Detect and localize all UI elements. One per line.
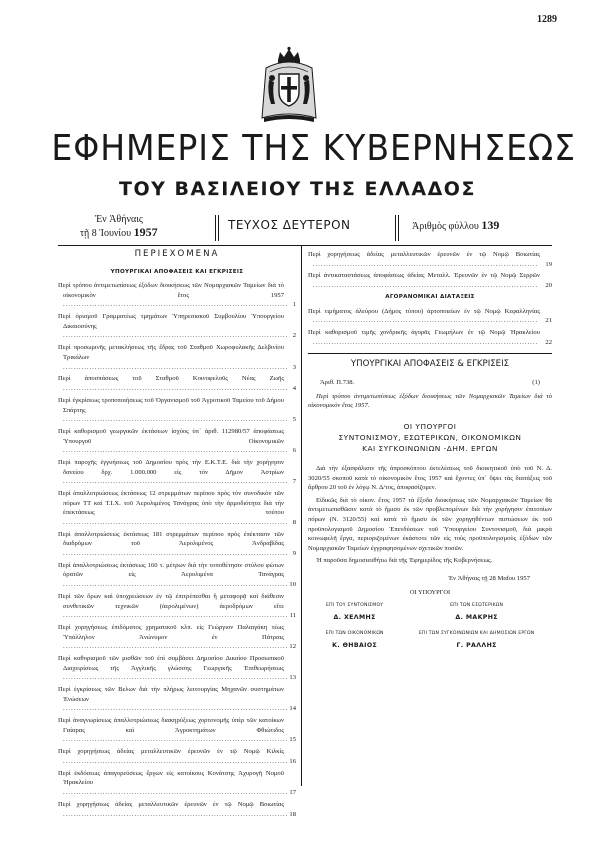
contents-item[interactable]: Περὶ καθορισμοῦ γεωργικῶν ἐκτάσεων ἰσχύος ὑπ᾽ ἀριθ. 112980/57 ἀποφάσεως Ὑπουργοῦ Οἰκονομικῶν ..... 6 bbox=[58, 427, 296, 456]
signer-name: Δ. ΜΑΚΡΗΣ bbox=[455, 613, 498, 621]
signer-role: ΕΠΙ ΤΟΥ ΣΥΝΤΟΝΙΣΜΟΥ bbox=[325, 603, 384, 609]
royal-coat-of-arms-icon bbox=[258, 46, 320, 124]
contents-heading: ΠΕΡΙΕΧΟΜΕΝΑ bbox=[134, 249, 220, 259]
signer-role: ΕΠΙ ΤΩΝ ΣΥΓΚΟΙΝΩΝΙΩΝ ΚΑΙ ΔΗΜΟΣΙΩΝ ΕΡΓΩΝ bbox=[418, 631, 535, 637]
issue-sheet bbox=[412, 218, 499, 233]
issue-series: ΤΕΥΧΟΣ ΔΕΥΤΕΡΟΝ bbox=[228, 218, 351, 232]
masthead-subtitle: ΤΟΥ ΒΑΣΙΛΕΙΟΥ ΤΗΣ ΕΛΛΑΔΟΣ bbox=[119, 178, 476, 200]
contents-item[interactable]: Περὶ ἀποσπάσεως τοῦ Σταθμοῦ Κοινοφελοῦς Νέας Ζωῆς ..... 4 bbox=[58, 374, 296, 393]
contents-item[interactable]: Περὶ χορηγήσεως ἀδείας μεταλλευτικῶν ἐρευνῶν ἐν τῷ Νομῷ Κιλκίς ..... 16 bbox=[58, 747, 296, 766]
page-number: 1289 bbox=[537, 14, 557, 25]
contents-section-agrarian: ΑΓΟΡΑΝΟΜΙΚΑΙ ΔΙΑΤΑΞΕΙΣ bbox=[385, 293, 475, 300]
signers-title: ΟΙ ΥΠΟΥΡΓΟΙ bbox=[409, 588, 451, 596]
header-rule bbox=[58, 245, 552, 246]
contents-item[interactable]: Περὶ καθορισμοῦ τιμῆς χονδρικῆς ἀγορᾶς Γεωμήλων ἐν τῷ Νομῷ Ἡρακλείου ..... 22 bbox=[308, 328, 552, 347]
contents-column bbox=[58, 250, 296, 821]
decision-title: Περὶ τρόπου ἀντιμετωπίσεως ἐξόδων διοικήσεως τῶν Νομαρχιακῶν Ταμείων διὰ τὸ οἰκονομικὸν ἔτος 1957. bbox=[308, 392, 552, 410]
contents-list bbox=[58, 281, 296, 819]
signer bbox=[419, 629, 535, 650]
contents-item[interactable]: Περὶ τῶν ὅρων καὶ ὑποχρεώσεων ἐν τῷ ἐπιτρέπεσθαι ἢ μεταφορᾷ καὶ διάθεσιν συνθετικῶν τεχνικῶν (ἀερολιμένων) ἀεροδρόμων εἴτε ..... 11 bbox=[58, 592, 296, 621]
signers-block bbox=[308, 601, 552, 657]
contents-item[interactable]: Περὶ ἀπαλλοτριώσεως ἐκτάσεως 160 τ. μέτρων διὰ τὴν τοποθέτησιν στύλου φώτων ὀρατῶν εἰς Ἀερολιμένα Τανάγρας ..... 10 bbox=[58, 561, 296, 590]
contents-item[interactable]: Περὶ χορηγήσεως ἐπιδόματος χρηματικοῦ κλπ. εἰς Γεώργιον Παλαιγάκη τέως Ὑπάλληλον Ἀνώνυμον ἐν Πάτραις ..... 12 bbox=[58, 623, 296, 652]
issue-date bbox=[80, 226, 158, 240]
contents-item[interactable]: Περὶ ἐκδόσεως ἀπαγορεύσεως ἔργων εἰς κατοίκους Κονάτσης Ἀχυρογῆ Νομοῦ Ἡρακλείου ..... 17 bbox=[58, 769, 296, 798]
signer bbox=[419, 601, 535, 622]
contents-item[interactable]: Περὶ ἐγκρίσεως τῶν Βελων διὰ τὴν πλήρως λειτουργίας Μηχανῶν συστημάτων Ἐνώσεων ..... 14 bbox=[58, 685, 296, 714]
decision-header-line: ΣΥΝΤΟΝΙΣΜΟΥ, ΕΣΩΤΕΡΙΚΩΝ, ΟΙΚΟΝΟΜΙΚΩΝ bbox=[338, 433, 522, 443]
issue-info-bar bbox=[60, 213, 550, 243]
contents-item[interactable]: Περὶ ὁρισμοῦ Γραμματέως τμημάτων Ὑπηρεσιακοῦ Συμβουλίου Ὑπουργείου Δικαιοσύνης ..... 2 bbox=[58, 312, 296, 341]
signers-right bbox=[419, 601, 535, 657]
divider bbox=[215, 215, 219, 241]
signer-name: Δ. ΧΕΛΜΗΣ bbox=[333, 613, 376, 621]
contents-item[interactable]: Περὶ καθορισμοῦ τῶν μισθῶν τοῦ ἐπὶ συμβάσει Δημοσίου Δικαίου Προσωπικοῦ Διαχειρίσεως τῆς Ἀγγλικῆς γλώσσης Γεωργικῆς Ἐπιθεωρήσεως ..... 13 bbox=[58, 654, 296, 683]
issue-sheet-label: Ἀριθμὸς φύλλου bbox=[412, 221, 479, 232]
signing-date: Ἐν Ἀθήναις τῇ 28 Μαΐου 1957 bbox=[448, 574, 530, 582]
contents-item[interactable]: Περὶ χορηγήσεως ἀδείας μεταλλευτικῶν ἐρευνῶν ἐν τῷ Νομῷ Βοιωτίας ..... 18 bbox=[58, 800, 296, 819]
contents-item[interactable]: Περὶ τρόπου ἀντιμετωπίσεως ἐξόδων διοικήσεως τῶν Νομαρχιακῶν Ταμείων διὰ τὸ οἰκονομικὸν ἔτος 1957 ..... 1 bbox=[58, 281, 296, 310]
decision-paragraph: Διὰ τὴν ἐξασφάλισιν τῆς ἀπροσκόπτου ἐκτελέσεως τοῦ διοικητικοῦ ὑπὸ τοῦ Ν. Δ. 3020/55 σκοποῦ κατὰ τὸ οἰκονομικὸν ἔτος 1957 καὶ ἔχοντες ὑπ᾽ ὄψει τὰς διατάξεις τοῦ ἄρθρου 20 τοῦ ἐν λόγῳ Ν. Δ/τος, ἀποφασίζομεν. bbox=[308, 465, 552, 492]
decision-column bbox=[308, 250, 552, 658]
decision-number-line bbox=[308, 378, 552, 390]
contents-item[interactable]: Περὶ παροχῆς ἐγγυήσεως τοῦ Δημοσίου πρὸς τὴν Ε.Κ.Τ.Ε. διὰ τὴν χορήγησιν δανείου δρχ. 1.000.000 εἰς τὸν Δῆμον Ἀστρίων ..... 7 bbox=[58, 458, 296, 487]
signers-left bbox=[326, 601, 384, 657]
contents-item[interactable]: Περὶ ἀντικαταστάσεως ἀποφάσεως ἀδείας Μεταλλ. Ἐρευνῶν ἐν τῷ Νομῷ Σερρῶν ..... 20 bbox=[308, 271, 552, 290]
contents-item[interactable]: Περὶ ἐγκρίσεως τροποποιήσεως τοῦ Ὀργανισμοῦ τοῦ Ἀγροτικοῦ Ταμείου τοῦ Δήμου Σπάρτης ..... 5 bbox=[58, 396, 296, 425]
decisions-section-title: ΥΠΟΥΡΓΙΚΑΙ ΑΠΟΦΑΣΕΙΣ & ΕΓΚΡΙΣΕΙΣ bbox=[350, 359, 510, 370]
contents-item[interactable]: Περὶ χορηγήσεως ἀδείας μεταλλευτικῶν ἐρευνῶν ἐν τῷ Νομῷ Βοιωτίας ..... 19 bbox=[308, 250, 552, 269]
decision-number: Ἀριθ. Π.738. bbox=[320, 378, 355, 386]
issue-place: Ἐν Ἀθήναις bbox=[94, 214, 143, 225]
spacer bbox=[308, 454, 552, 464]
signer bbox=[326, 629, 384, 650]
contents-item[interactable]: Περὶ προσωρινῆς μετακλήσεως τῆς ἕδρας τοῦ Σταθμοῦ Χωροφυλακῆς Δελβινίου Τρικάλων ..... 3 bbox=[58, 343, 296, 372]
decision-paragraph: Ἡ παροῦσα δημοσιευθήτω διὰ τῆς Ἐφημερίδος τῆς Κυβερνήσεως. bbox=[316, 557, 493, 565]
contents-item[interactable]: Περὶ ἀπαλλοτριώσεως ἐκτάσεως 181 στρεμμάτων περίπου πρὸς ἐπέκτασιν τῶν διαδρόμων τοῦ Ἀερολιμένος Ἀνδραβίδας ..... 9 bbox=[58, 530, 296, 559]
decision-paragraph: Εἰδικῶς διὰ τὸ οἰκον. ἔτος 1957 τὰ ἔξοδα διοικήσεως τῶν Νομαρχιακῶν Ταμείων θὰ ἀντιμετωπισθῶσιν κατὰ τὸ ἥμισυ ἐκ τῶν προβλεπομένων διὰ τὴν χορήγησιν ἐπιτοπίων πόρων (Ν. 3120/55) καὶ κατὰ τὸ ἥμισυ ἐκ τῶν χορηγηθέντων πιστώσεων ἐκ τοῦ προϋπολογισμοῦ Δημοσίου Ἐπενδύσεων τοῦ Ὑπουργείου Συντονισμοῦ, διὰ μικρὰ κοινωφελῆ ἔργα, περιοριζομένων ἐκάστοτε τῶν εἰς τοὺς προϋπολογισμοὺς ἐξόδων τῶν Νομαρχιακῶν Ταμείων ἐγγραφησομένων σχετικῶν ποσῶν. bbox=[308, 496, 552, 552]
issue-sheet-number: 139 bbox=[481, 218, 500, 232]
decision-header-line: ΚΑΙ ΣΥΓΚΟΙΝΩΝΙΩΝ -ΔΗΜ. ΕΡΓΩΝ bbox=[362, 444, 498, 454]
divider bbox=[395, 215, 399, 241]
issue-date-block bbox=[80, 213, 158, 240]
contents-item[interactable]: Περὶ ἀπαλλοτριώσεως ἐκτάσεως 12 στρεμμάτων περίπου πρὸς τὸν συνοδικὸν τῶν πόρων ΤΤ καὶ Τ.Ι.Χ. τοῦ Ἀερολιμένος Τανάγρας ὑπὸ τὴν ἀρμοδιότητα διὰ τὴν ἐπεκτάσεως τούτου ..... 8 bbox=[58, 489, 296, 527]
masthead-title: ΕΦΗΜΕΡΙΣ ΤΗΣ ΚΥΒΕΡΝΗΣΕΩΣ bbox=[51, 128, 577, 169]
column-divider bbox=[301, 246, 302, 786]
signer-role: ΕΠΙ ΤΩΝ ΟΙΚΟΝΟΜΙΚΩΝ bbox=[325, 631, 384, 637]
issue-date-prefix: τῇ 8 Ἰουνίου bbox=[80, 228, 132, 239]
contents-item[interactable]: Περὶ ἀναγνωρίσεως ἀπαλλοτριώσεως διακηρύξεως χορτονομῆς ὑπὲρ τῶν κατοίκων Γαίαρας καὶ Ἀγροκτημάτων Φθιώτιδος ..... 15 bbox=[58, 716, 296, 745]
decision-index: (1) bbox=[532, 378, 540, 386]
signer-name: Κ. ΘΗΒΑΙΟΣ bbox=[332, 641, 378, 649]
issue-year: 1957 bbox=[133, 225, 158, 239]
signer bbox=[326, 601, 384, 622]
signer-name: Γ. ΡΑΛΛΗΣ bbox=[456, 641, 497, 649]
contents-item[interactable]: Περὶ τιμήματος ἀλεύρου (Δήμος τύπου) ἀρτοποιείων ἐν τῷ Νομῷ Κεφαλληνίας ..... 21 bbox=[308, 307, 552, 326]
contents-section-ministerial: ΥΠΟΥΡΓΙΚΑΙ ΑΠΟΦΑΣΕΙΣ ΚΑΙ ΕΓΚΡΙΣΕΙΣ bbox=[110, 268, 244, 275]
decision-header-line: ΟΙ ΥΠΟΥΡΓΟΙ bbox=[403, 422, 457, 432]
signer-role: ΕΠΙ ΤΩΝ ΕΣΩΤΕΡΙΚΩΝ bbox=[450, 603, 504, 609]
section-rule bbox=[308, 353, 552, 354]
